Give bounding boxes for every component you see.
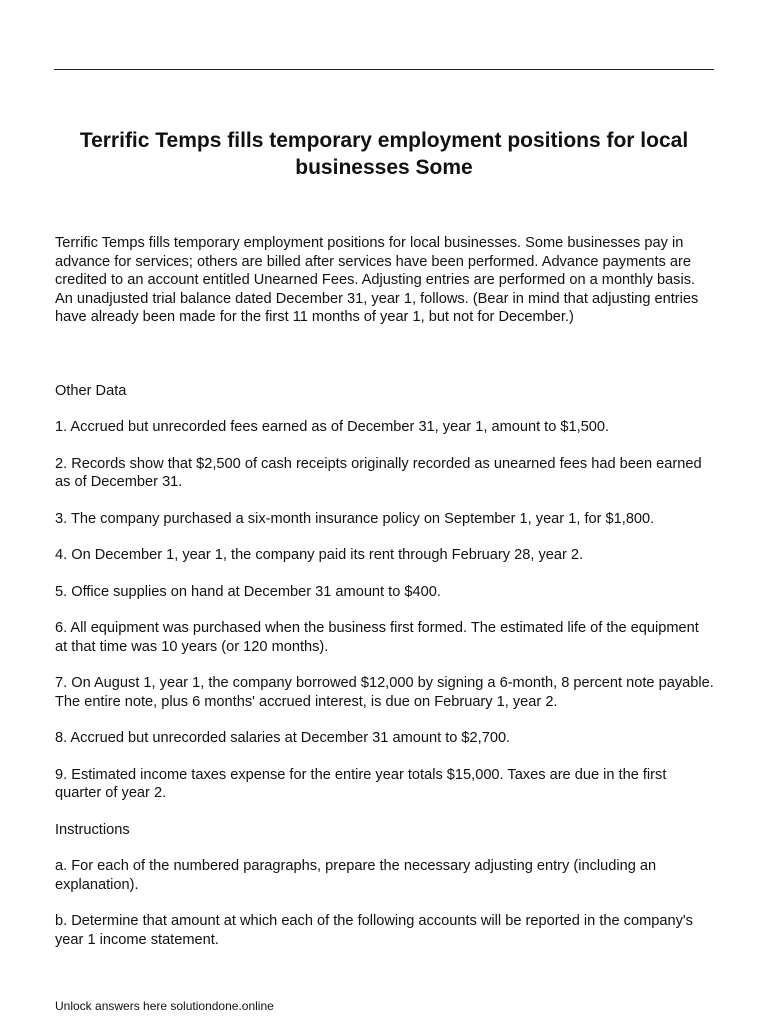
list-item: 6. All equipment was purchased when the business first formed. The estimated life of the equipment at that time was 10 years (or 120 months). xyxy=(55,620,699,655)
list-item: 7. On August 1, year 1, the company borrowed $12,000 by signing a 6-month, 8 percent note payable. The entire note, plus 6 months' accrued interest, is due on February 1, year 2. xyxy=(55,675,714,710)
intro-paragraph: Terrific Temps fills temporary employment positions for local businesses. Some businesses pay in advance for services; others are billed after services have been performed. Advance payments are credited to an account entitled Unearned Fees. Adjusting entries are performed on a monthly basis. An unadjusted trial balance dated December 31, year 1, follows. (Bear in mind that adjusting entries have already been made for the first 11 months of year 1, but not for December.) xyxy=(55,235,699,325)
instruction-item: a. For each of the numbered paragraphs, prepare the necessary adjusting entry (including an explanation). xyxy=(55,858,657,893)
instruction-item: b. Determine that amount at which each of the following accounts will be reported in the company's year 1 income statement. xyxy=(55,913,693,948)
list-item: 1. Accrued but unrecorded fees earned as of December 31, year 1, amount to $1,500. xyxy=(55,419,610,435)
list-item: 8. Accrued but unrecorded salaries at December 31 amount to $2,700. xyxy=(55,730,511,746)
document-title: Terrific Temps fills temporary employment positions for local businesses Some xyxy=(79,129,689,179)
list-item: 9. Estimated income taxes expense for the entire year totals $15,000. Taxes are due in the first quarter of year 2. xyxy=(55,766,667,801)
footer-text: Unlock answers here solutiondone.online xyxy=(55,999,274,1013)
other-data-heading: Other Data xyxy=(55,382,127,399)
document-body xyxy=(55,234,715,967)
instructions-heading: Instructions xyxy=(55,821,130,838)
list-item: 3. The company purchased a six-month insurance policy on September 1, year 1, for $1,800. xyxy=(55,510,655,527)
list-item: 5. Office supplies on hand at December 31 amount to $400. xyxy=(55,583,441,600)
list-item: 4. On December 1, year 1, the company paid its rent through February 28, year 2. xyxy=(55,547,584,563)
top-divider xyxy=(54,69,714,70)
list-item: 2. Records show that $2,500 of cash receipts originally recorded as unearned fees had been earned as of December 31. xyxy=(55,455,702,490)
